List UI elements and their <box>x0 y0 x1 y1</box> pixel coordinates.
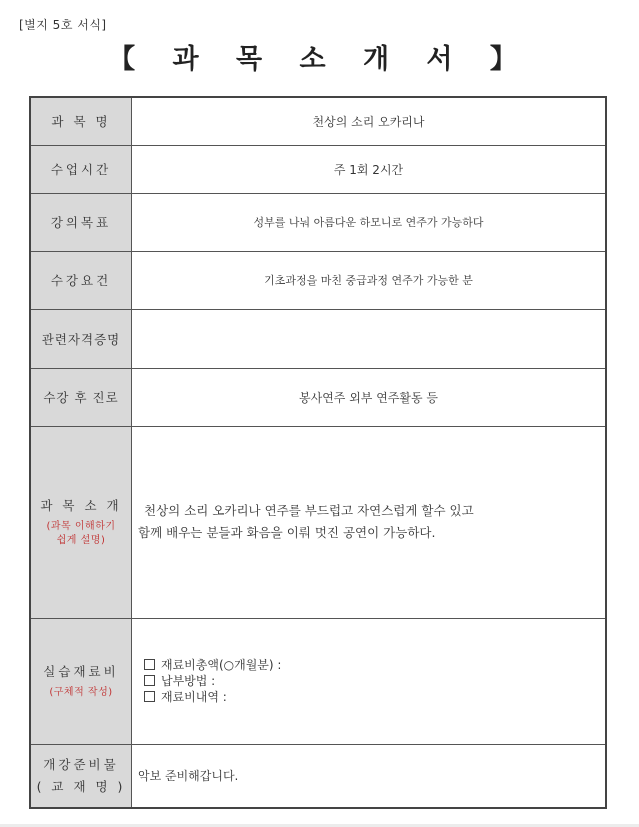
table-row <box>30 618 606 744</box>
material-item-details: 재료비내역 : <box>161 690 227 704</box>
table-row <box>30 97 606 145</box>
textbook-label: ( 교 재 명 ) <box>36 778 126 794</box>
course-name-label: 과 목 명 <box>30 97 132 145</box>
table-row <box>30 251 606 309</box>
introduction-text-cell <box>132 426 607 618</box>
table-row <box>30 309 606 368</box>
objective-label: 강의목표 <box>30 193 132 251</box>
introduction-sublabel-line2: 쉽게 설명) <box>56 535 106 546</box>
material-item-total: 재료비총액(○개월분) : <box>161 658 282 672</box>
materials-list <box>138 657 605 705</box>
course-introduction-table <box>29 96 607 809</box>
materials-label: 실습재료비 <box>43 664 119 679</box>
preparation-value: 악보 준비해갑니다. <box>132 744 607 808</box>
table-row <box>30 426 606 618</box>
class-time-label: 수업시간 <box>30 145 132 193</box>
introduction-line1: 천상의 소리 오카리나 연주를 부드럽고 자연스럽게 할수 있고 <box>144 503 474 518</box>
list-item <box>144 657 605 673</box>
material-item-payment: 납부방법 : <box>161 674 216 688</box>
introduction-sublabel <box>31 520 131 548</box>
class-time-value: 주 1회 2시간 <box>132 145 607 193</box>
checkbox-icon <box>144 675 155 686</box>
introduction-text <box>134 500 605 544</box>
preparation-label: 개강준비물 <box>43 756 119 772</box>
objective-value: 성부를 나눠 아름다운 하모니로 연주가 가능하다 <box>132 193 607 251</box>
certificate-value <box>132 309 607 368</box>
materials-cell <box>132 618 607 744</box>
checkbox-icon <box>144 659 155 670</box>
course-name-value: 천상의 소리 오카리나 <box>132 97 607 145</box>
introduction-line2: 함께 배우는 분들과 화음을 이뤄 멋진 공연이 가능하다. <box>138 525 436 540</box>
introduction-label: 과 목 소 개 <box>40 498 122 513</box>
document-title: 【 과 목 소 개 서 】 <box>108 44 531 75</box>
certificate-label: 관련자격증명 <box>30 309 132 368</box>
career-value: 봉사연주 외부 연주활동 등 <box>132 368 607 426</box>
introduction-label-cell <box>30 426 132 618</box>
materials-label-cell <box>30 618 132 744</box>
introduction-sublabel-line1: (과목 이해하기 <box>46 521 116 532</box>
materials-sublabel: (구체적 작성) <box>49 687 113 698</box>
list-item <box>144 689 605 705</box>
form-number-label: [별지 5호 서식] <box>19 18 107 32</box>
table-row <box>30 368 606 426</box>
table-row <box>30 193 606 251</box>
checkbox-icon <box>144 691 155 702</box>
requirements-value: 기초과정을 마친 중급과정 연주가 가능한 분 <box>132 251 607 309</box>
career-label: 수강 후 진로 <box>30 368 132 426</box>
table-row <box>30 744 606 808</box>
table-row <box>30 145 606 193</box>
preparation-label-cell <box>30 744 132 808</box>
requirements-label: 수강요건 <box>30 251 132 309</box>
list-item <box>144 673 605 689</box>
